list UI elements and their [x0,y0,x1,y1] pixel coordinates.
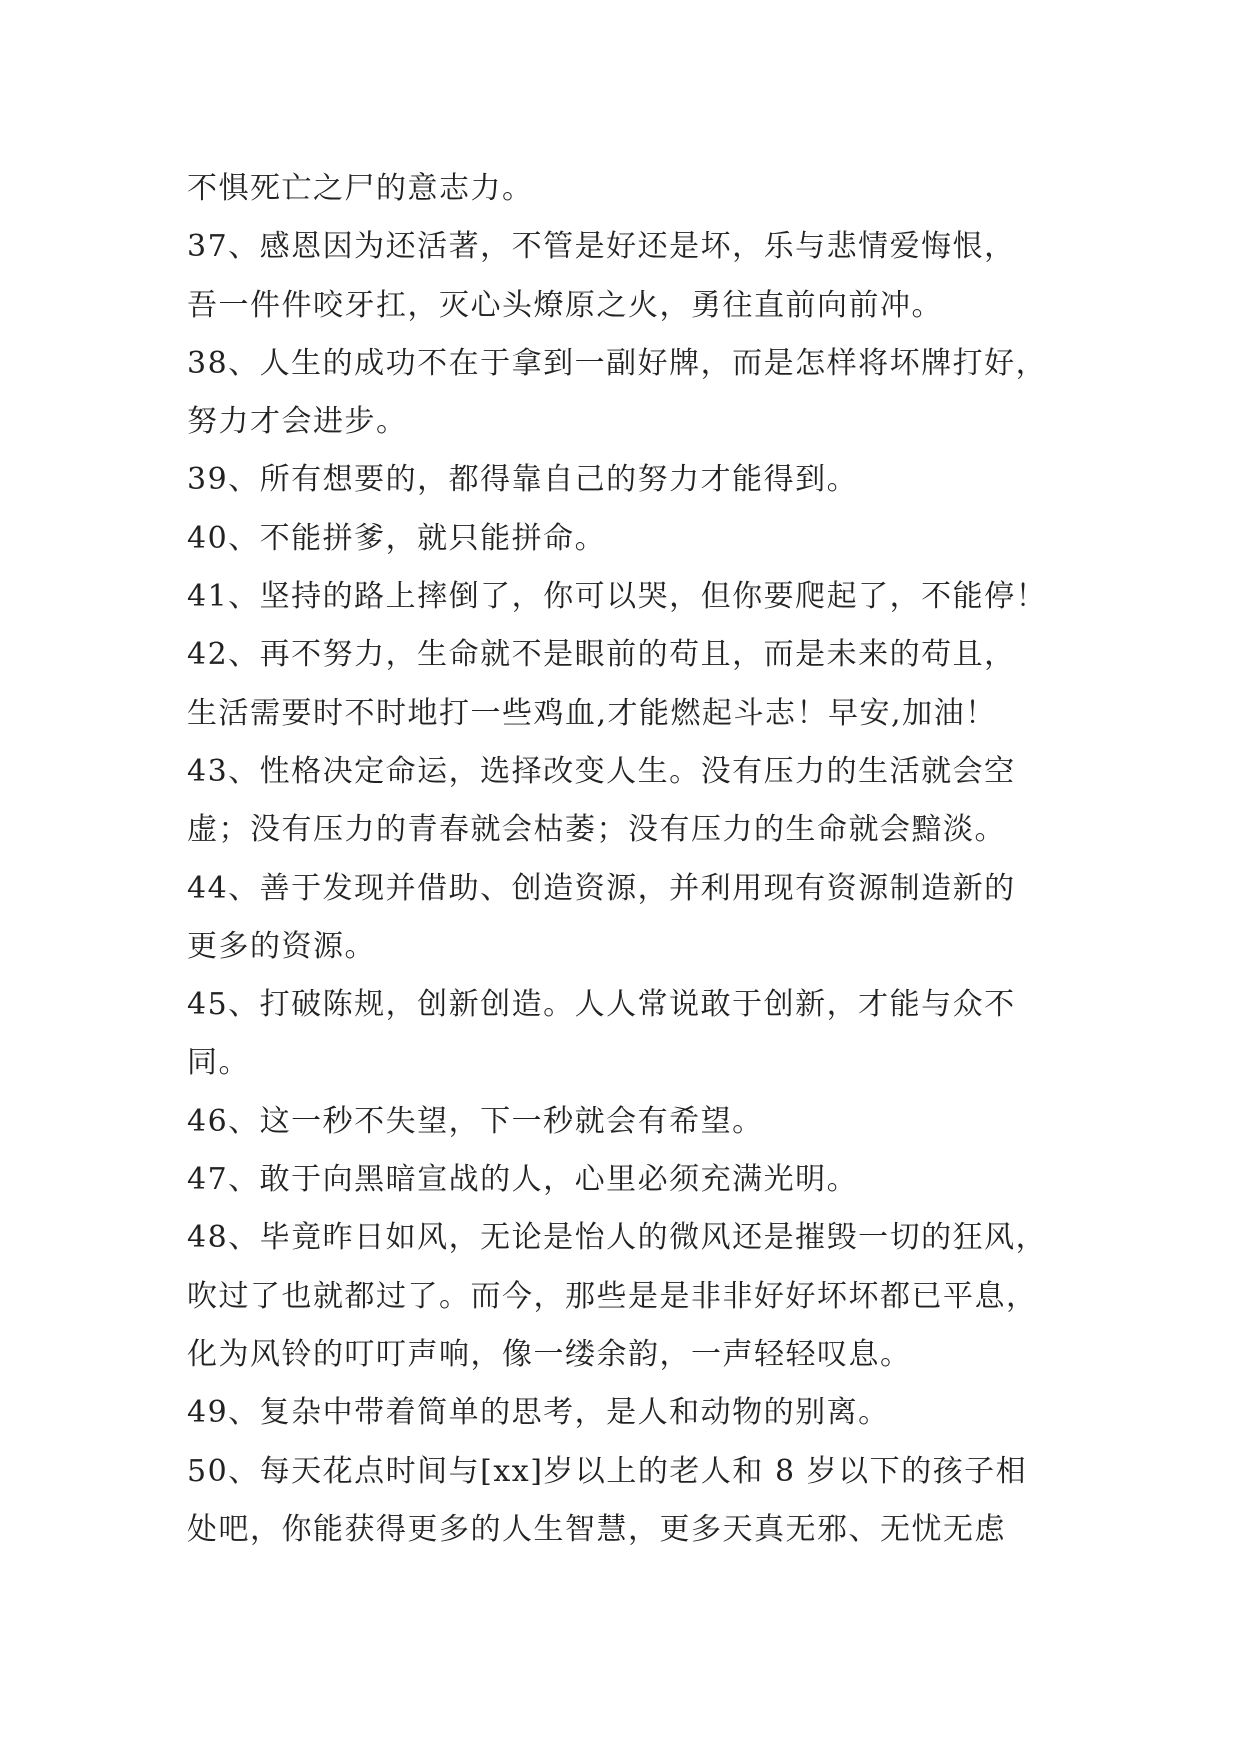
text-line: 吾一件件咬牙扛，灭心头燎原之火，勇往直前向前冲。 [187,287,943,323]
text-line: 同。 [187,1045,250,1081]
text-line: 45、打破陈规，创新创造。人人常说敢于创新，才能与众不 [187,987,1016,1023]
text-line: 化为风铃的叮叮声响，像一缕余韵，一声轻轻叹息。 [187,1336,912,1372]
text-line: 更多的资源。 [187,928,376,964]
text-line: 生活需要时不时地打一些鸡血,才能燃起斗志！早安,加油！ [187,695,997,731]
text-line: 49、复杂中带着简单的思考，是人和动物的别离。 [187,1395,890,1431]
text-line: 处吧，你能获得更多的人生智慧，更多天真无邪、无忧无虑 [187,1511,1006,1547]
text-line: 40、不能拼爹，就只能拼命。 [187,520,607,556]
text-line: 42、再不努力，生命就不是眼前的苟且，而是未来的苟且， [187,637,1016,673]
text-line: 37、感恩因为还活著，不管是好还是坏，乐与悲情爱悔恨， [187,229,1016,265]
text-line: 虚；没有压力的青春就会枯萎；没有压力的生命就会黯淡。 [187,812,1006,848]
text-line: 38、人生的成功不在于拿到一副好牌，而是怎样将坏牌打好， [187,345,1048,381]
text-line: 努力才会进步。 [187,404,408,440]
text-line: 吹过了也就都过了。而今，那些是是非非好好坏坏都已平息， [187,1278,1038,1314]
text-line: 47、敢于向黑暗宣战的人，心里必须充满光明。 [187,1162,859,1198]
text-line: 44、善于发现并借助、创造资源，并利用现有资源制造新的 [187,870,1016,906]
text-line: 41、坚持的路上摔倒了，你可以哭，但你要爬起了，不能停！ [187,579,1048,615]
text-line: 46、这一秒不失望，下一秒就会有希望。 [187,1103,764,1139]
text-line: 48、毕竟昨日如风，无论是怡人的微风还是摧毁一切的狂风， [187,1220,1048,1256]
text-line: 不惧死亡之尸的意志力。 [187,171,534,206]
text-line: 43、性格决定命运，选择改变人生。没有压力的生活就会空 [187,753,1016,789]
text-line: 50、每天花点时间与[xx]岁以上的老人和 8 岁以下的孩子相 [187,1453,1028,1489]
text-line: 39、所有想要的，都得靠自己的努力才能得到。 [187,462,859,498]
document-body [187,160,1067,1559]
